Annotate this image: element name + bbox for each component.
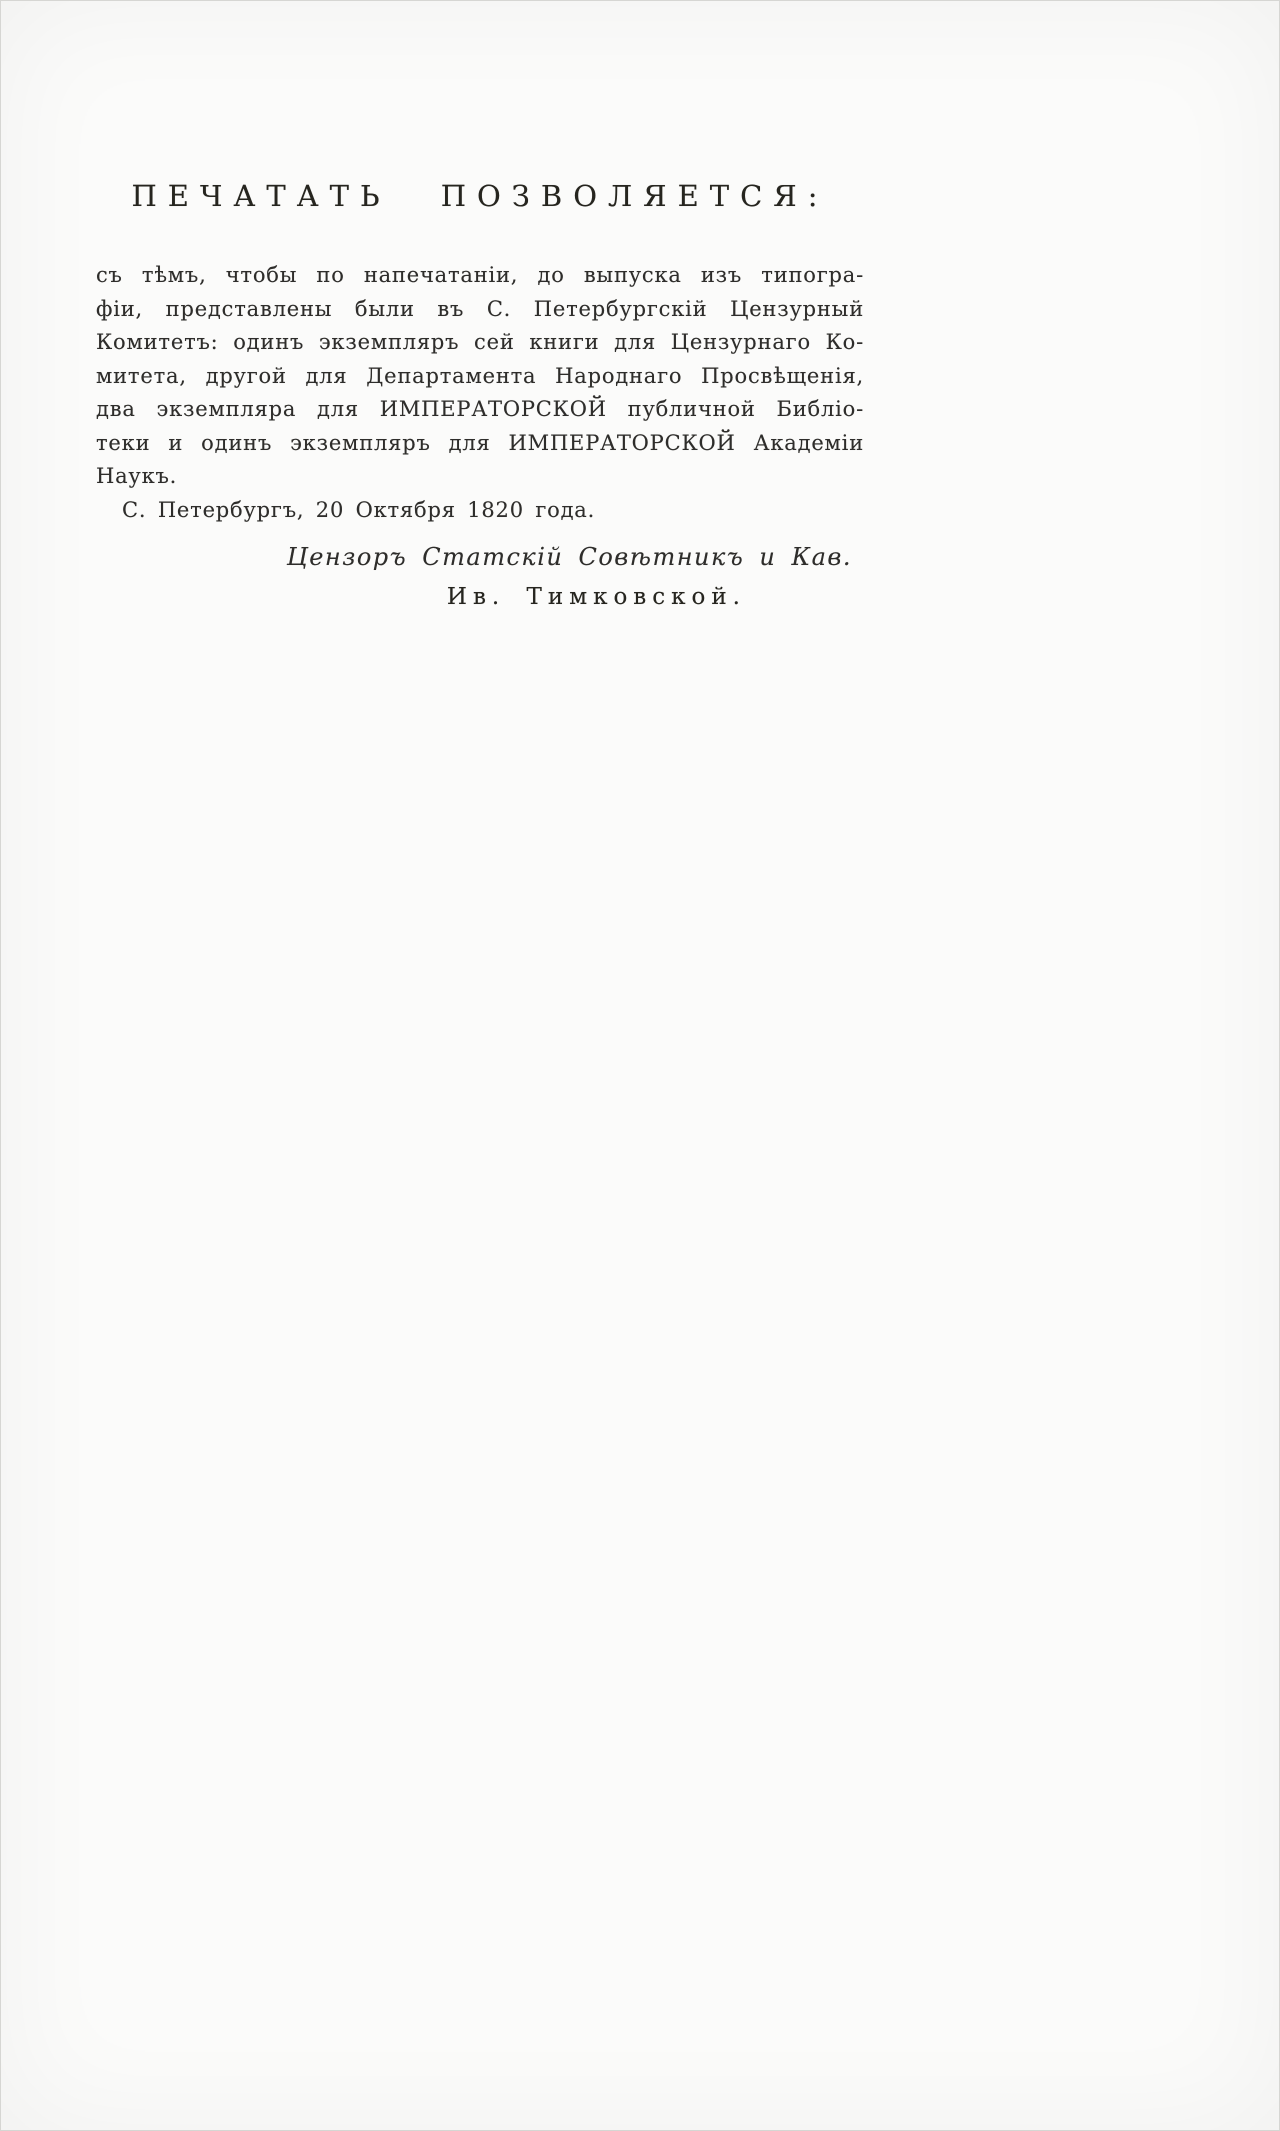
paragraph-line: фіи, представлены были въ С. Петербургскій Цензурный: [96, 296, 864, 321]
censor-name: Ив. Тимковской.: [446, 584, 746, 610]
paragraph-line: Комитетъ: одинъ экземпляръ сей книги для Цензурнаго Ко-: [96, 330, 864, 354]
paragraph-line: митета, другой для Департамента Народнаго Просвѣщенія,: [96, 363, 864, 388]
paragraph-line: съ тѣмъ, чтобы по напечатаніи, до выпуска изъ типогра-: [96, 263, 864, 287]
page-title: ПЕЧАТАТЬ ПОЗВОЛЯЕТСЯ:: [131, 179, 829, 213]
text-block: [96, 179, 864, 617]
paragraph-line: два экземпляра для ИМПЕРАТОРСКОЙ публичной Библіо-: [96, 397, 864, 421]
permission-paragraph: [96, 259, 864, 494]
paragraph-line: теки и одинъ экземпляръ для ИМПЕРАТОРСКОЙ Академіи: [96, 430, 864, 455]
signature-block: [96, 537, 864, 617]
paragraph-line: Наукъ.: [96, 464, 178, 488]
censor-title: Цензоръ Статскій Совѣтникъ и Кав.: [286, 543, 852, 571]
dateline: С. Петербургъ, 20 Октября 1820 года.: [122, 497, 596, 522]
